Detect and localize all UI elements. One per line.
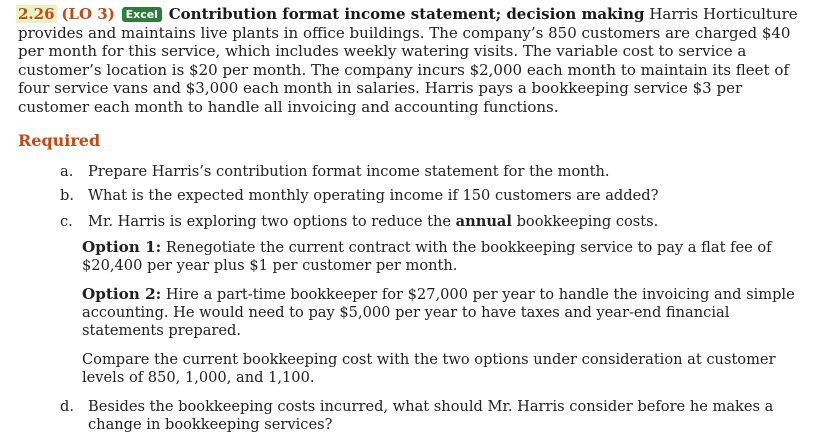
requirement-c-label: c. [60,213,73,230]
option-1 [82,238,802,275]
problem-intro [18,5,808,117]
learning-objective: (LO 3) [61,5,115,23]
requirement-a-label: a. [60,163,74,180]
option-1-label: Option 1: [82,238,162,256]
problem-body: Harris Horticulture provides and maintains live plants in office buildings. The company’s 850 customers are charged $40 per month for this service, which includes weekly watering visits. The variable cost to service a customer’s location is $20 per month. The company incurs $2,000 each month to maintain its fleet of four service vans and $3,000 each month in salaries. Harris pays a bookkeeping service $3 per customer each month to handle all invoicing and accounting functions. [18,5,798,116]
requirement-c-text-start: Mr. Harris is exploring two options to reduce the [88,213,451,230]
requirement-c-text [88,213,808,231]
option-2 [82,285,802,340]
problem-title: Contribution format income statement; decision making [168,5,645,23]
compare-instruction [82,351,802,387]
problem-number: 2.26 [18,5,55,23]
required-heading: Required [18,131,101,150]
option-2-text: Hire a part-time bookkeeper for $27,000 per year to handle the invoicing and simple accounting. He would need to pay $5,000 per year to have taxes and year-end financial statements prepared. [82,286,795,339]
requirement-b-text: What is the expected monthly operating income if 150 customers are added? [88,187,659,204]
requirement-b-label: b. [60,187,74,204]
requirement-d-label: d. [60,398,74,415]
compare-text: Compare the current bookkeeping cost with the two options under consideration at customer levels of 850, 1,000, and 1,100. [82,351,776,386]
requirement-c-text-end: bookkeeping costs. [516,213,659,230]
requirement-c-emphasis: annual [455,213,512,230]
option-1-text: Renegotiate the current contract with the bookkeeping service to pay a flat fee of $20,400 per year plus $1 per customer per month. [82,239,772,274]
requirement-a-text: Prepare Harris’s contribution format income statement for the month. [88,163,610,180]
option-2-label: Option 2: [82,285,162,303]
requirement-d-text: Besides the bookkeeping costs incurred, what should Mr. Harris consider before he makes a change in bookkeeping services? [88,398,774,433]
excel-badge: Excel [122,7,162,22]
